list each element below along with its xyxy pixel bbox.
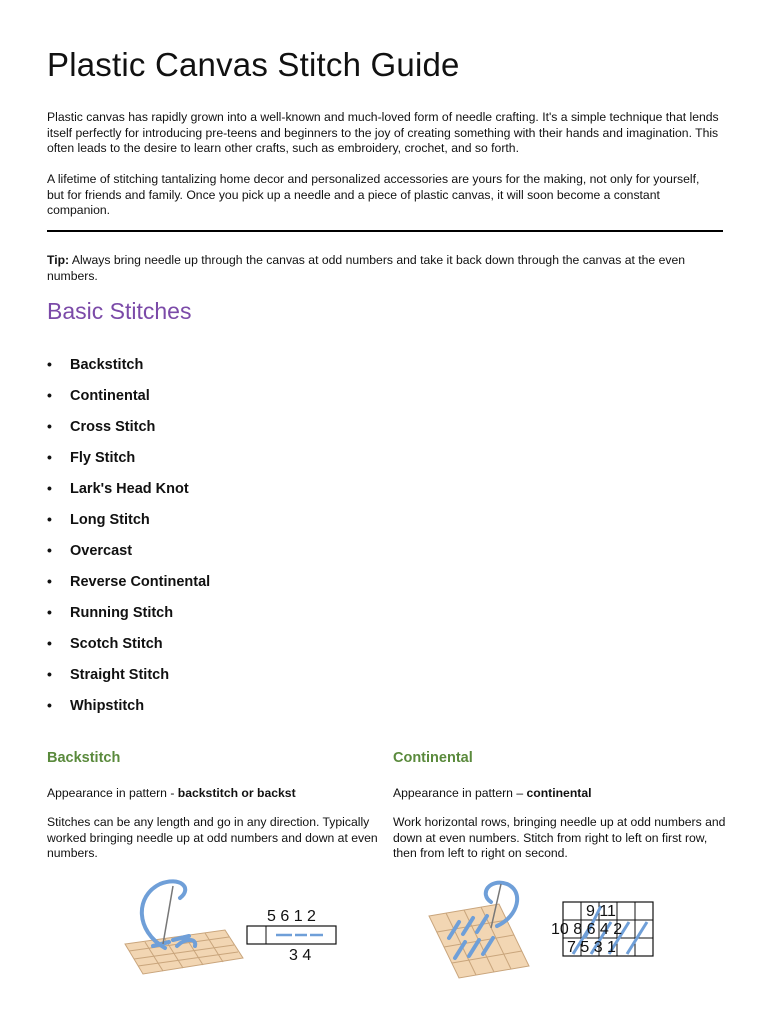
- tip-text: Always bring needle up through the canvas at odd numbers and take it back down through the canvas at the even numbers.: [47, 253, 685, 283]
- backstitch-appearance-value: backstitch or backst: [177, 786, 296, 800]
- backstitch-description: Stitches can be any length and go in any direction. Typically worked bringing needle up at odd numbers and down at even numbers.: [47, 815, 378, 860]
- bullet-icon: •: [47, 418, 52, 434]
- bullet-icon: •: [47, 511, 52, 527]
- backstitch-appearance-prefix: Appearance in pattern -: [47, 786, 178, 800]
- backstitch-bottom-numbers: 3 4: [289, 947, 312, 964]
- bullet-icon: •: [47, 542, 52, 558]
- continental-appearance-prefix: Appearance in pattern –: [393, 786, 527, 800]
- intro-paragraph-2: A lifetime of stitching tantalizing home decor and personalized accessories are yours for the making, not only for yourself, but for friends and family. Once you pick up a needle and a piece of plastic canvas, it will soon become a constant companion.: [47, 172, 700, 217]
- tip-label: Tip:: [47, 253, 70, 267]
- stitch-name: Continental: [70, 388, 150, 404]
- divider: [47, 230, 723, 232]
- continental-numbered-diagram: [551, 896, 661, 962]
- backstitch-illustration: [125, 876, 255, 986]
- bullet-icon: •: [47, 666, 52, 682]
- backstitch-appearance: [47, 786, 382, 802]
- stitch-name: Long Stitch: [70, 512, 150, 528]
- page-title: Plastic Canvas Stitch Guide: [47, 46, 460, 83]
- continental-heading: Continental: [393, 750, 473, 766]
- stitch-name: Whipstitch: [70, 698, 145, 714]
- stitch-name: Straight Stitch: [70, 667, 170, 683]
- backstitch-top-numbers: 5 6 1 2: [267, 908, 316, 925]
- stitch-name: Reverse Continental: [70, 574, 211, 590]
- needle-icon: [163, 886, 173, 944]
- continental-appearance: [393, 786, 728, 802]
- tip-paragraph: [47, 253, 719, 284]
- continental-top-numbers: 9 11: [586, 903, 616, 920]
- continental-illustration: [429, 876, 549, 986]
- stitch-name: Fly Stitch: [70, 450, 136, 466]
- bullet-icon: •: [47, 573, 52, 589]
- stitch-name: Scotch Stitch: [70, 636, 163, 652]
- basic-stitches-heading: Basic Stitches: [47, 298, 192, 324]
- continental-middle-numbers: 10 8 6 4 2: [551, 921, 623, 938]
- stitch-name: Cross Stitch: [70, 419, 156, 435]
- bullet-icon: •: [47, 604, 52, 620]
- bullet-icon: •: [47, 356, 52, 372]
- bullet-icon: •: [47, 387, 52, 403]
- continental-description: Work horizontal rows, bringing needle up at odd numbers and down at even numbers. Stitch from right to left on first row, then from left to right on second.: [393, 815, 726, 860]
- backstitch-numbered-diagram: [247, 906, 357, 962]
- bullet-icon: •: [47, 449, 52, 465]
- backstitch-heading: Backstitch: [47, 750, 121, 766]
- stitch-name: Running Stitch: [70, 605, 174, 621]
- bullet-icon: •: [47, 480, 52, 496]
- bullet-icon: •: [47, 635, 52, 651]
- stitch-name: Overcast: [70, 543, 133, 559]
- continental-bottom-numbers: 7 5 3 1: [567, 939, 616, 956]
- continental-appearance-value: continental: [526, 786, 592, 800]
- stitch-name: Backstitch: [70, 357, 144, 373]
- stitch-name: Lark's Head Knot: [70, 481, 189, 497]
- bullet-icon: •: [47, 697, 52, 713]
- intro-paragraph-1: Plastic canvas has rapidly grown into a well-known and much-loved form of needle crafting. It's a simple technique that lends itself perfectly for introducing pre-teens and beginners to the joy of creating something with their hands and imagination. This often leads to the desire to learn other crafts, such as embroidery, crochet, and so forth.: [47, 110, 719, 155]
